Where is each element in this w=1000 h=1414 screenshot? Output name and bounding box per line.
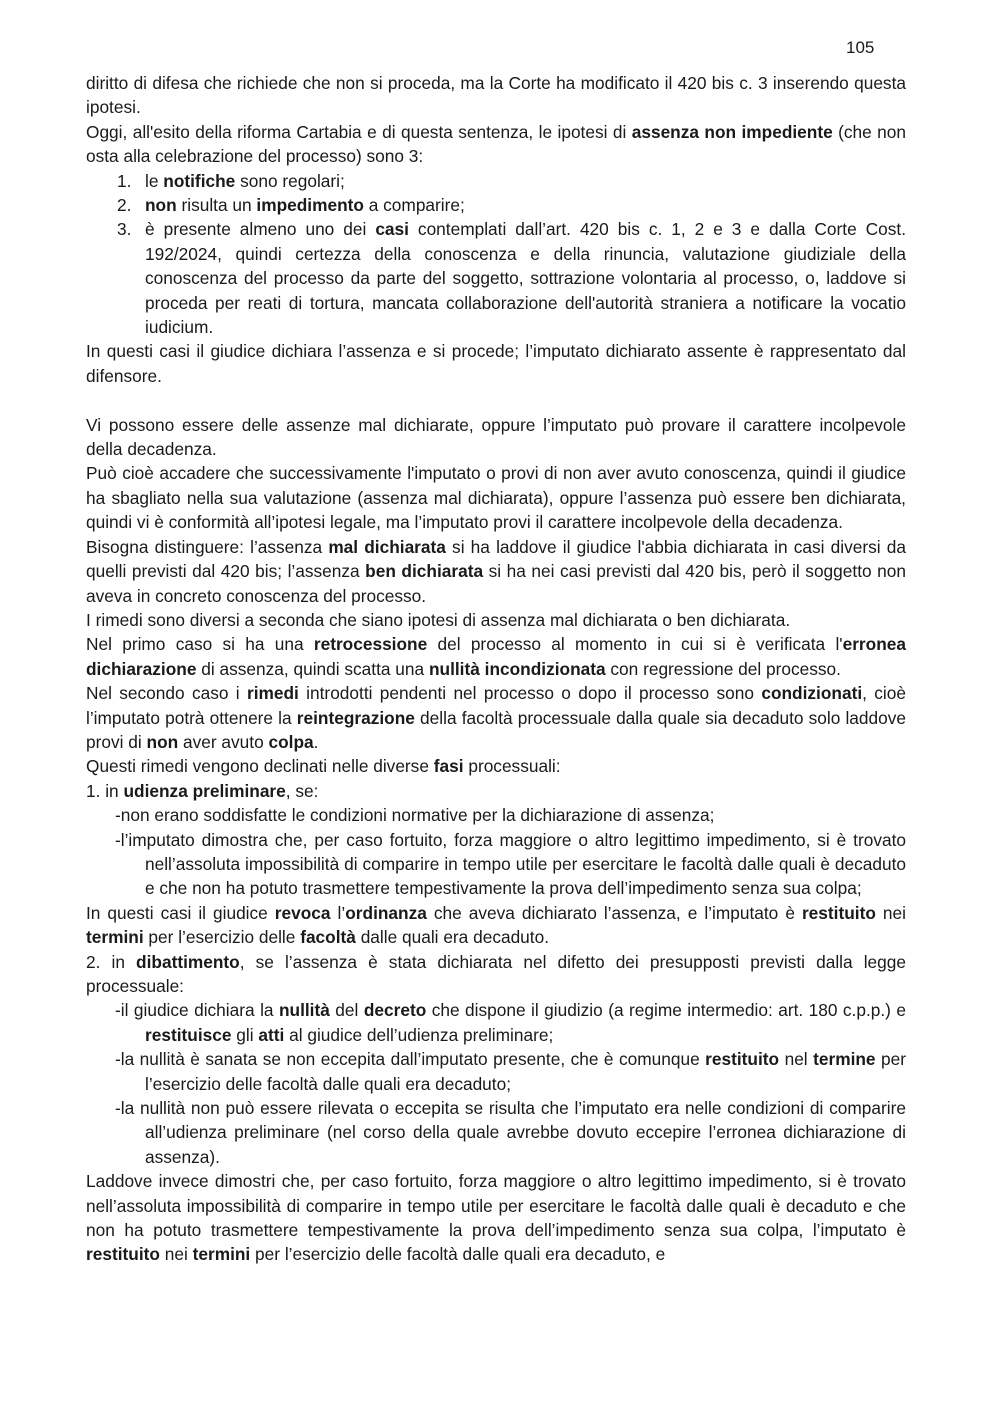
paragraph [86, 632, 906, 681]
paragraph [86, 950, 906, 999]
text-run: -non erano soddisfatte le condizioni normative per la dichiarazione di assenza; [115, 805, 715, 826]
list-item [86, 1047, 906, 1096]
text-run: a comparire; [363, 195, 465, 216]
numbered-list [86, 169, 906, 340]
text-run: processuali: [463, 756, 561, 777]
paragraph: Vi possono essere delle assenze mal dichiarate, oppure l’imputato può provare il carattere incolpevole della decadenza. [86, 414, 906, 460]
text-run: che aveva dichiarato l’assenza, e l’imputato è [426, 902, 802, 923]
text-run: della facoltà processuale dalla quale sia decaduto solo laddove provi di [86, 707, 906, 752]
text-run: che dispone il giudizio (a regime intermedio: art. 180 c.p.p.) e [426, 1000, 906, 1021]
bold-text: decreto [363, 1000, 427, 1021]
page-number: 105 [846, 38, 875, 57]
bold-text: dibattimento [136, 951, 240, 972]
dash-list [86, 998, 906, 1169]
text-run: 1. in [86, 780, 124, 801]
list-number: 2. [117, 195, 132, 216]
bold-text: non [146, 731, 179, 752]
paragraph [86, 901, 906, 950]
bold-text: ben dichiarata [365, 561, 484, 582]
text-run: nei [875, 902, 906, 923]
text-run: nei [159, 1244, 193, 1265]
text-run: -la nullità non può essere rilevata o eccepita se risulta che l’imputato era nelle condizioni di comparire all’udienza preliminare (nel corso della quale avrebbe dovuto eccepire l’erronea dichiarazione di assenza). [115, 1098, 906, 1167]
text-run: -la nullità è sanata se non eccepita dall’imputato presente, che è comunque [115, 1049, 706, 1070]
text-run: gli [231, 1024, 259, 1045]
list-item [86, 1096, 906, 1169]
bold-text: notifiche [163, 170, 236, 191]
list-item-text [145, 169, 906, 193]
list-item [86, 803, 906, 827]
bold-text: ordinanza [345, 902, 427, 923]
dash-list [86, 803, 906, 901]
text-run: risulta un [176, 195, 257, 216]
text-run: si ha nei casi previsti dal 420 bis, però il soggetto non aveva in concreto conoscenza del processo. [86, 561, 906, 606]
bold-text: rimedi [246, 683, 299, 704]
text-run: nel [779, 1049, 814, 1070]
text-run: l’ [330, 902, 346, 923]
paragraph: In questi casi il giudice dichiara l’assenza e si procede; l’imputato dichiarato assente è rappresentato dal difensore. [86, 341, 906, 386]
list-item [86, 217, 906, 339]
text-run: al giudice dell’udienza preliminare; [284, 1024, 554, 1045]
paragraph [86, 1169, 906, 1267]
bold-text: restituito [801, 902, 876, 923]
text-run: In questi casi il giudice [86, 902, 275, 923]
bold-text: erronea dichiarazione [86, 634, 906, 679]
paragraph [86, 779, 906, 803]
text-run: le [145, 170, 164, 191]
text-run: introdotti pendenti nel processo o dopo il processo sono [298, 683, 762, 704]
text-run: Oggi, all'esito della riforma Cartabia e di questa sentenza, le ipotesi di [86, 121, 632, 142]
bold-text: reintegrazione [296, 707, 415, 728]
list-item-text [145, 217, 906, 339]
list-item [86, 169, 906, 193]
bold-text: fasi [433, 756, 464, 777]
text-run: Nel secondo caso i [86, 683, 247, 704]
text-run: Laddove invece dimostri che, per caso fortuito, forza maggiore o altro legittimo impedimento, si è trovato nell’assoluta impossibilità di comparire in tempo utile per esercitare le facoltà dalle quali è decaduto e che non ha potuto trasmettere tempestivamente la prova dell’impedimento senza sua colpa, l’imputato è [86, 1171, 906, 1241]
paragraph [86, 681, 906, 754]
bold-text: nullità incondizionata [428, 658, 606, 679]
text-run: 2. in [86, 951, 137, 972]
text-run: -il giudice dichiara la [115, 1000, 279, 1021]
text-run: . [313, 731, 319, 752]
paragraph: I rimedi sono diversi a seconda che siano ipotesi di assenza mal dichiarata o ben dichiarata. [86, 609, 791, 630]
text-run: per l’esercizio delle facoltà dalle quali era decaduto, e [250, 1244, 666, 1265]
list-item [86, 193, 906, 217]
text-run: contemplati dall’art. 420 bis c. 1, 2 e 3 e dalla Corte Cost. 192/2024, quindi certezza della conoscenza e della rinuncia, valutazione giudiziale della conoscenza del processo da parte del soggetto, sottrazione volontaria al processo, o, laddove si proceda per reati di tortura, mancata collaborazione dell'autorità straniera a notificare la vocatio iudicium. [145, 219, 906, 338]
bold-text: atti [258, 1024, 285, 1045]
bold-text: restituito [705, 1049, 780, 1070]
bold-text: nullità [278, 1000, 330, 1021]
list-item-text [145, 193, 906, 217]
bold-text: mal dichiarata [328, 536, 446, 557]
text-run: (che non osta alla celebrazione del processo) sono 3: [86, 121, 907, 167]
page-body [86, 71, 906, 1267]
text-run: Nel primo caso si ha una [86, 634, 314, 655]
text-run: con regressione del processo. [605, 658, 841, 679]
text-run: , se: [285, 780, 319, 801]
bold-text: non [145, 195, 177, 216]
text-run: , cioè l’imputato potrà ottenere la [86, 683, 906, 728]
bold-text: impedimento [256, 195, 364, 216]
text-run: si ha laddove il giudice l'abbia dichiarata in casi diversi da quelli previsti dal 420 bis; l’assenza [86, 536, 906, 582]
bold-text: facoltà [300, 927, 356, 948]
text-run: , se l’assenza è stata dichiarata nel difetto dei presupposti previsti dalla legge processuale: [86, 951, 906, 997]
bold-text: termine [813, 1049, 876, 1070]
list-item [86, 828, 906, 901]
text-run: del processo al momento in cui si è verificata l' [427, 634, 843, 655]
list-number: 3. [117, 219, 132, 240]
text-run: -l’imputato dimostra che, per caso fortuito, forza maggiore o altro legittimo impedimento, si è trovato nell’assoluta impossibilità di comparire in tempo utile per esercitare le facoltà dalle quali è decaduto e che non ha potuto trasmettere tempestivamente la prova dell’impedimento senza sua colpa; [115, 829, 906, 899]
list-number: 1. [117, 170, 132, 191]
text-run: dalle quali era decaduto. [355, 927, 550, 948]
bold-text: restituito [86, 1244, 160, 1265]
bold-text: retrocessione [313, 634, 428, 655]
text-run: è presente almeno uno dei [145, 219, 376, 240]
bold-text: restituisce [145, 1024, 232, 1045]
bold-text: revoca [274, 902, 331, 923]
bold-text: casi [375, 219, 409, 240]
blank-line [86, 388, 906, 412]
bold-text: udienza preliminare [123, 780, 286, 801]
paragraph [86, 754, 906, 778]
paragraph: Può cioè accadere che successivamente l'imputato o provi di non aver avuto conoscenza, quindi il giudice ha sbagliato nella sua valutazione (assenza mal dichiarata), oppure l’assenza può essere ben dichiarata, quindi vi è conformità all’ipotesi legale, ma l’imputato provi il carattere incolpevole della decadenza. [86, 463, 906, 533]
paragraph [86, 535, 906, 608]
text-run: Questi rimedi vengono declinati nelle diverse [86, 756, 434, 777]
text-run: per l’esercizio delle [143, 927, 301, 948]
bold-text: termini [86, 927, 144, 948]
text-run: aver avuto [178, 731, 269, 752]
text-run: di assenza, quindi scatta una [196, 658, 429, 679]
paragraph: diritto di difesa che richiede che non si proceda, ma la Corte ha modificato il 420 bis c. 3 inserendo questa ipotesi. [86, 73, 906, 118]
bold-text: colpa [268, 731, 314, 752]
text-run: sono regolari; [235, 170, 345, 191]
text-run: per l’esercizio delle facoltà dalle quali era decaduto; [145, 1049, 906, 1094]
text-run: Bisogna distinguere: l’assenza [86, 536, 329, 557]
list-item [86, 998, 906, 1047]
bold-text: assenza non impediente [631, 121, 833, 142]
bold-text: termini [192, 1244, 251, 1265]
bold-text: condizionati [761, 683, 863, 704]
paragraph [86, 120, 906, 169]
text-run: del [329, 1000, 364, 1021]
